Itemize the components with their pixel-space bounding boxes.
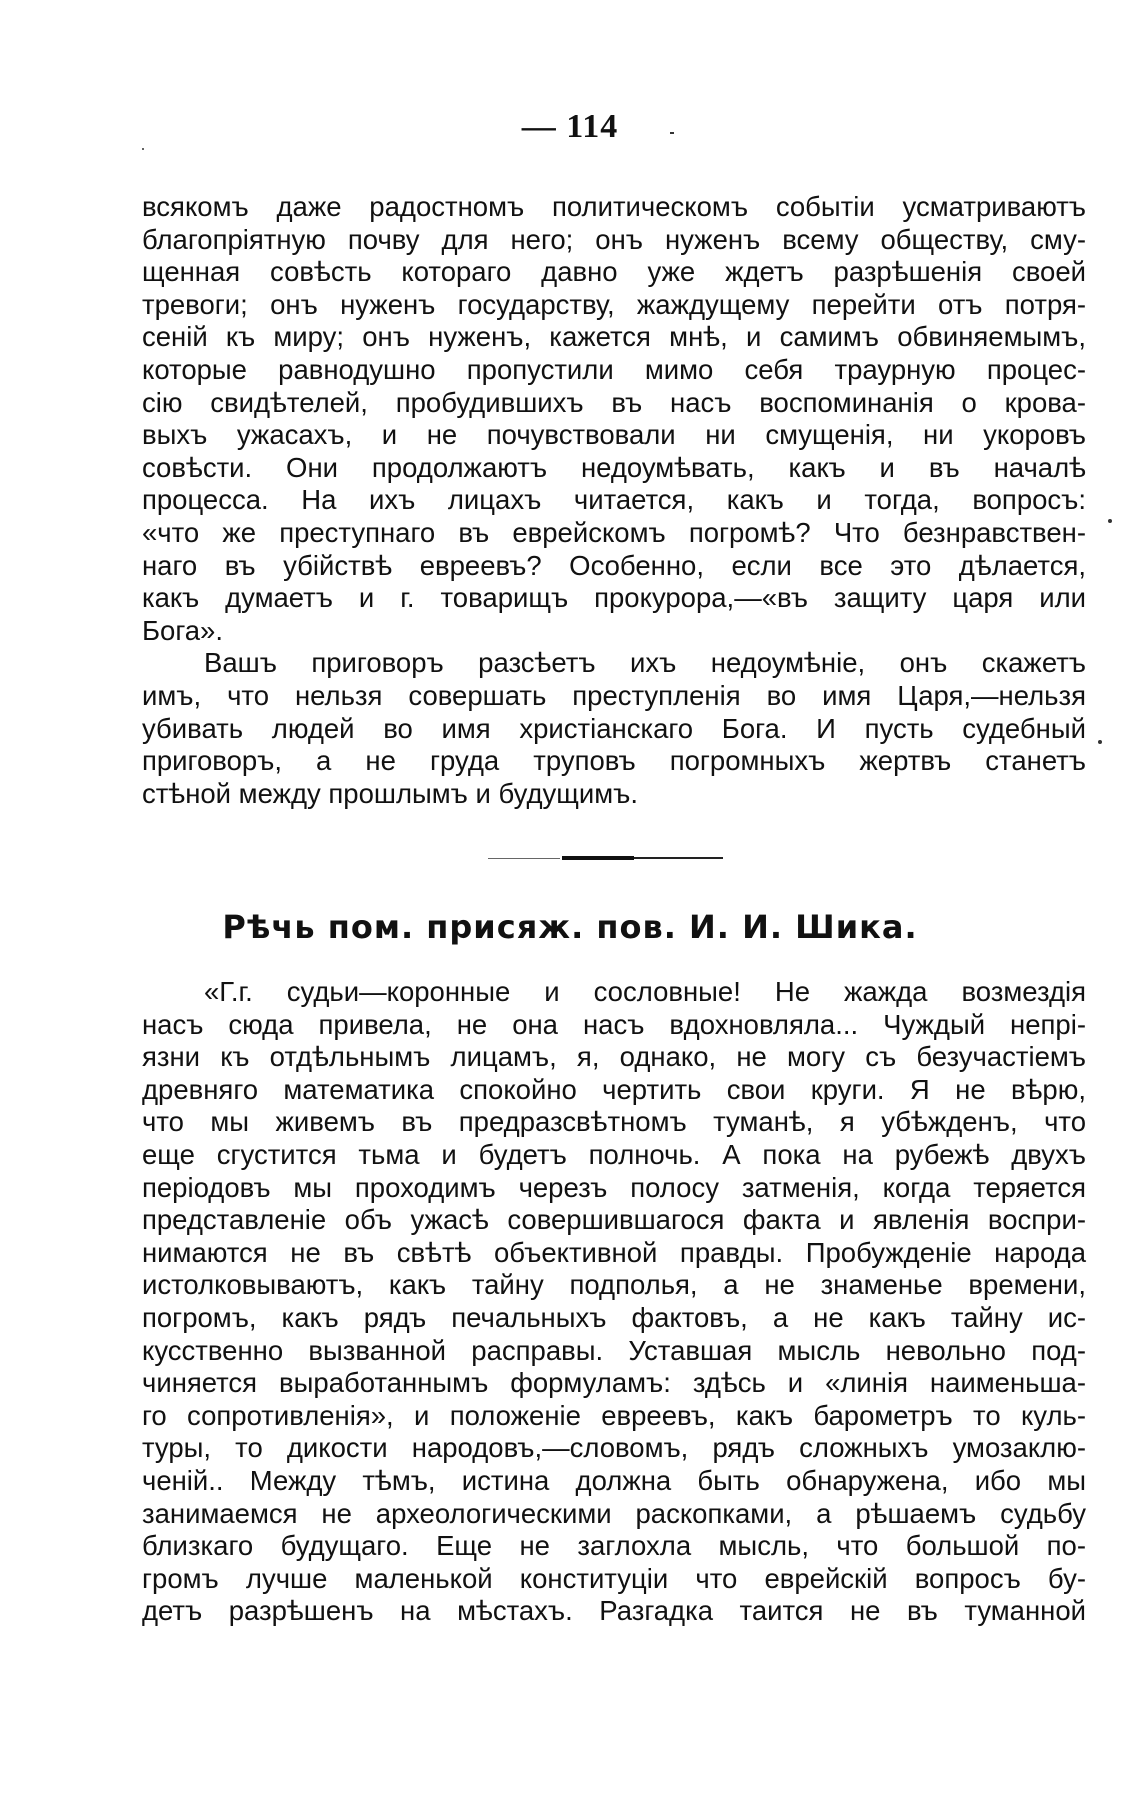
print-speck — [142, 148, 144, 150]
print-speck — [670, 132, 674, 134]
body-text-lower — [142, 976, 1086, 1628]
separator-rule-right — [634, 857, 723, 859]
text-line: убивать людей во имя христiанскаго Бога. И пусть судебный — [142, 712, 1086, 744]
text-line: щенная совѣсть котораго давно уже ждетъ разрѣшенiя своей — [142, 256, 1086, 288]
text-line: представленiе объ ужасѣ совершившагося факта и явленiя воспри- — [142, 1204, 1086, 1236]
body-text-upper — [142, 191, 1086, 810]
section-heading: Рѣчь пом. присяж. пов. И. И. Шика. — [222, 908, 918, 946]
text-line: близкаго будущаго. Еще не заглохла мысль, что большой по- — [142, 1530, 1086, 1562]
text-line: благопрiятную почву для него; онъ нуженъ всему обществу, сму- — [142, 223, 1086, 255]
text-line: процесса. На ихъ лицахъ читается, какъ и тогда, вопросъ: — [142, 484, 1086, 516]
page-number: — 114 — [521, 108, 619, 145]
text-line: туры, то дикости народовъ,—словомъ, рядъ сложныхъ умозаклю- — [142, 1432, 1086, 1464]
text-line: древняго математика спокойно чертить свои круги. Я не вѣрю, — [142, 1073, 1086, 1105]
text-line: выхъ ужасахъ, и не почувствовали ни смущенiя, ни укоровъ — [142, 419, 1086, 451]
text-line: перiодовъ мы проходимъ черезъ полосу затменiя, когда теряется — [142, 1171, 1086, 1203]
paragraph — [142, 647, 1086, 810]
separator-rule-center — [562, 856, 634, 860]
text-line: язни къ отдѣльнымъ лицамъ, я, однако, не могу съ безучастiемъ — [142, 1041, 1086, 1073]
print-speck — [1108, 519, 1112, 523]
separator-rule-left — [488, 858, 560, 859]
text-line: наго въ убiйствѣ евреевъ? Особенно, если все это дѣлается, — [142, 549, 1086, 581]
text-line: «Г.г. судьи—коронные и сословные! Не жажда возмездiя — [204, 976, 1086, 1007]
text-line: насъ сюда привела, не она насъ вдохновляла... Чуждый непрi- — [142, 1008, 1086, 1040]
text-line: «что же преступнаго въ еврейскомъ погромѣ? Что безнравствен- — [142, 516, 1086, 548]
text-line: кусственно вызванной расправы. Уставшая мысль невольно под- — [142, 1334, 1086, 1366]
text-line: Вашъ приговоръ разсѣетъ ихъ недоумѣнiе, онъ скажетъ — [204, 647, 1086, 679]
text-line: погромъ, какъ рядъ печальныхъ фактовъ, а не какъ тайну ис- — [142, 1301, 1086, 1333]
text-line: занимаемся не археологическими раскопками, а рѣшаемъ судьбу — [142, 1497, 1086, 1529]
text-line: которые равнодушно пропустили мимо себя траурную процес- — [142, 353, 1086, 385]
paragraph — [142, 976, 1086, 1628]
text-line: детъ разрѣшенъ на мѣстахъ. Разгадка таится не въ туманной — [142, 1595, 1086, 1627]
text-line: громъ лучше маленькой конституцiи что еврейскiй вопросъ бу- — [142, 1562, 1086, 1594]
section-separator — [488, 855, 723, 861]
text-line: ченiй.. Между тѣмъ, истина должна быть обнаружена, ибо мы — [142, 1464, 1086, 1496]
text-line: нимаются не въ свѣтѣ объективной правды. Пробужденiе народа — [142, 1236, 1086, 1268]
print-speck — [1098, 740, 1102, 744]
text-line: что мы живемъ въ предразсвѣтномъ туманѣ, я убѣжденъ, что — [142, 1106, 1086, 1138]
text-line: Бога». — [142, 614, 223, 646]
text-line: го сопротивленiя», и положенiе евреевъ, какъ барометръ то куль- — [142, 1399, 1086, 1431]
text-line: еще сгустится тьма и будетъ полночь. А пока на рубежѣ двухъ — [142, 1138, 1086, 1170]
text-line: стѣной между прошлымъ и будущимъ. — [142, 777, 638, 809]
text-line: какъ думаетъ и г. товарищъ прокурора,—«въ защиту царя или — [142, 582, 1086, 614]
text-line: чиняется выработаннымъ формуламъ: здѣсь и «линiя наименьша- — [142, 1367, 1086, 1399]
text-line: всякомъ даже радостномъ политическомъ событiи усматриваютъ — [142, 191, 1086, 222]
text-line: истолковываютъ, какъ тайну подполья, а не знаменье времени, — [142, 1269, 1086, 1301]
text-line: приговоръ, а не груда труповъ погромныхъ жертвъ станетъ — [142, 745, 1086, 777]
text-line: тревоги; онъ нуженъ государству, жаждущему перейти отъ потря- — [142, 288, 1086, 320]
text-line: сiю свидѣтелей, пробудившихъ въ насъ воспоминанiя о крова- — [142, 386, 1086, 418]
paragraph — [142, 191, 1086, 647]
text-line: имъ, что нельзя совершать преступленiя во имя Царя,—нельзя — [142, 679, 1086, 711]
text-line: совѣсти. Они продолжаютъ недоумѣвать, какъ и въ началѣ — [142, 451, 1086, 483]
text-line: сенiй къ миру; онъ нуженъ, кажется мнѣ, и самимъ обвиняемымъ, — [142, 321, 1086, 353]
